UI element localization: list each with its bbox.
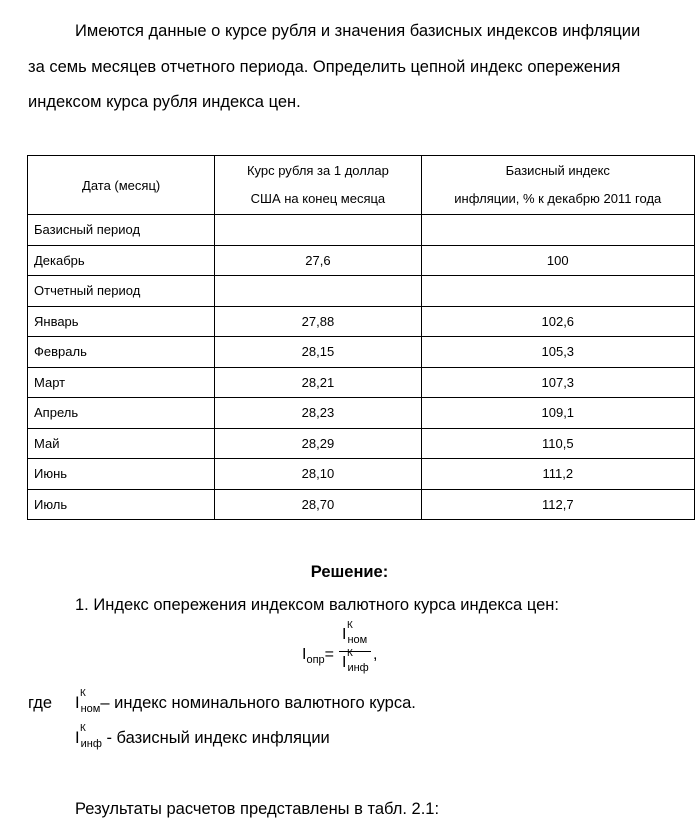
table-row: [28, 215, 695, 246]
row-rate: 28,10: [215, 459, 421, 490]
table-row: [28, 306, 695, 337]
table-row: [28, 245, 695, 276]
row-index: 112,7: [421, 489, 694, 520]
num-symbol: I: [342, 626, 347, 643]
table-row: [28, 459, 695, 490]
fraction-bar: [339, 651, 371, 652]
formula-equals: =: [324, 646, 334, 663]
row-rate: 27,6: [215, 245, 421, 276]
formula-lhs-sub: опр: [306, 654, 325, 666]
row-rate: 27,88: [215, 306, 421, 337]
intro-line-2: за семь месяцев отчетного периода. Определить цепной индекс опережения: [28, 58, 621, 76]
formula-comma: ,: [373, 646, 378, 663]
header-rate-line1: Курс рубля за 1 доллар: [246, 163, 389, 178]
header-date: Дата (месяц): [28, 156, 215, 215]
intro-line-3: индексом курса рубля индекса цен.: [28, 93, 301, 111]
row-label: Январь: [28, 306, 215, 337]
row-rate: 28,15: [215, 337, 421, 368]
row-label: Базисный период: [28, 215, 215, 246]
row-index: 102,6: [421, 306, 694, 337]
header-rate-line2: США на конец месяца: [250, 191, 386, 206]
def2-text: - базисный индекс инфляции: [101, 729, 330, 747]
den-sub: инф: [347, 662, 369, 674]
row-rate: 28,29: [215, 428, 421, 459]
formula-numerator: [342, 620, 368, 646]
den-sup: К: [347, 648, 353, 659]
row-rate: [215, 215, 421, 246]
row-index: 111,2: [421, 459, 694, 490]
row-index: 107,3: [421, 367, 694, 398]
data-table: [27, 155, 695, 520]
table-row: [28, 367, 695, 398]
row-index: 109,1: [421, 398, 694, 429]
def2-sub: инф: [80, 738, 102, 750]
header-index-line2: инфляции, % к декабрю 2011 года: [454, 191, 662, 206]
header-rate: [215, 156, 421, 215]
def1-symbol: I: [75, 694, 80, 712]
table-row: [28, 276, 695, 307]
def2-symbol: I: [75, 729, 80, 747]
point-1-text: 1. Индекс опережения индексом валютного курса индекса цен:: [75, 596, 559, 614]
row-label: Февраль: [28, 337, 215, 368]
table-header-row: [28, 156, 695, 215]
def1-sup: К: [80, 688, 86, 699]
row-rate: 28,23: [215, 398, 421, 429]
den-symbol: I: [342, 654, 347, 671]
def2-sup: К: [80, 723, 86, 734]
row-label: Отчетный период: [28, 276, 215, 307]
table-row: [28, 337, 695, 368]
row-index: 110,5: [421, 428, 694, 459]
row-rate: 28,21: [215, 367, 421, 398]
row-label: Март: [28, 367, 215, 398]
solution-heading: Решение:: [310, 563, 389, 581]
results-text: Результаты расчетов представлены в табл. 2.1:: [75, 800, 440, 818]
row-label: Июнь: [28, 459, 215, 490]
table-row: [28, 398, 695, 429]
row-index: [421, 215, 694, 246]
row-rate: 28,70: [215, 489, 421, 520]
row-label: Апрель: [28, 398, 215, 429]
formula-denominator: [342, 648, 369, 674]
table-row: [28, 428, 695, 459]
where-word: где: [28, 694, 53, 712]
def1-text: – индекс номинального валютного курса.: [100, 694, 416, 712]
table-row: [28, 489, 695, 520]
definition-inflation: [75, 723, 330, 750]
formula-lhs: [302, 646, 334, 664]
row-rate: [215, 276, 421, 307]
intro-line-1: Имеются данные о курсе рубля и значения базисных индексов инфляции: [75, 22, 641, 40]
row-index: 100: [421, 245, 694, 276]
num-sub: ном: [347, 634, 368, 646]
row-index: [421, 276, 694, 307]
row-label: Май: [28, 428, 215, 459]
header-index-line1: Базисный индекс: [505, 163, 610, 178]
formula-lhs-symbol: I: [302, 646, 307, 663]
num-sup: К: [347, 620, 353, 631]
row-index: 105,3: [421, 337, 694, 368]
row-label: Июль: [28, 489, 215, 520]
row-label: Декабрь: [28, 245, 215, 276]
def1-sub: ном: [80, 703, 101, 715]
definition-nominal: [75, 688, 416, 715]
header-index: [421, 156, 694, 215]
